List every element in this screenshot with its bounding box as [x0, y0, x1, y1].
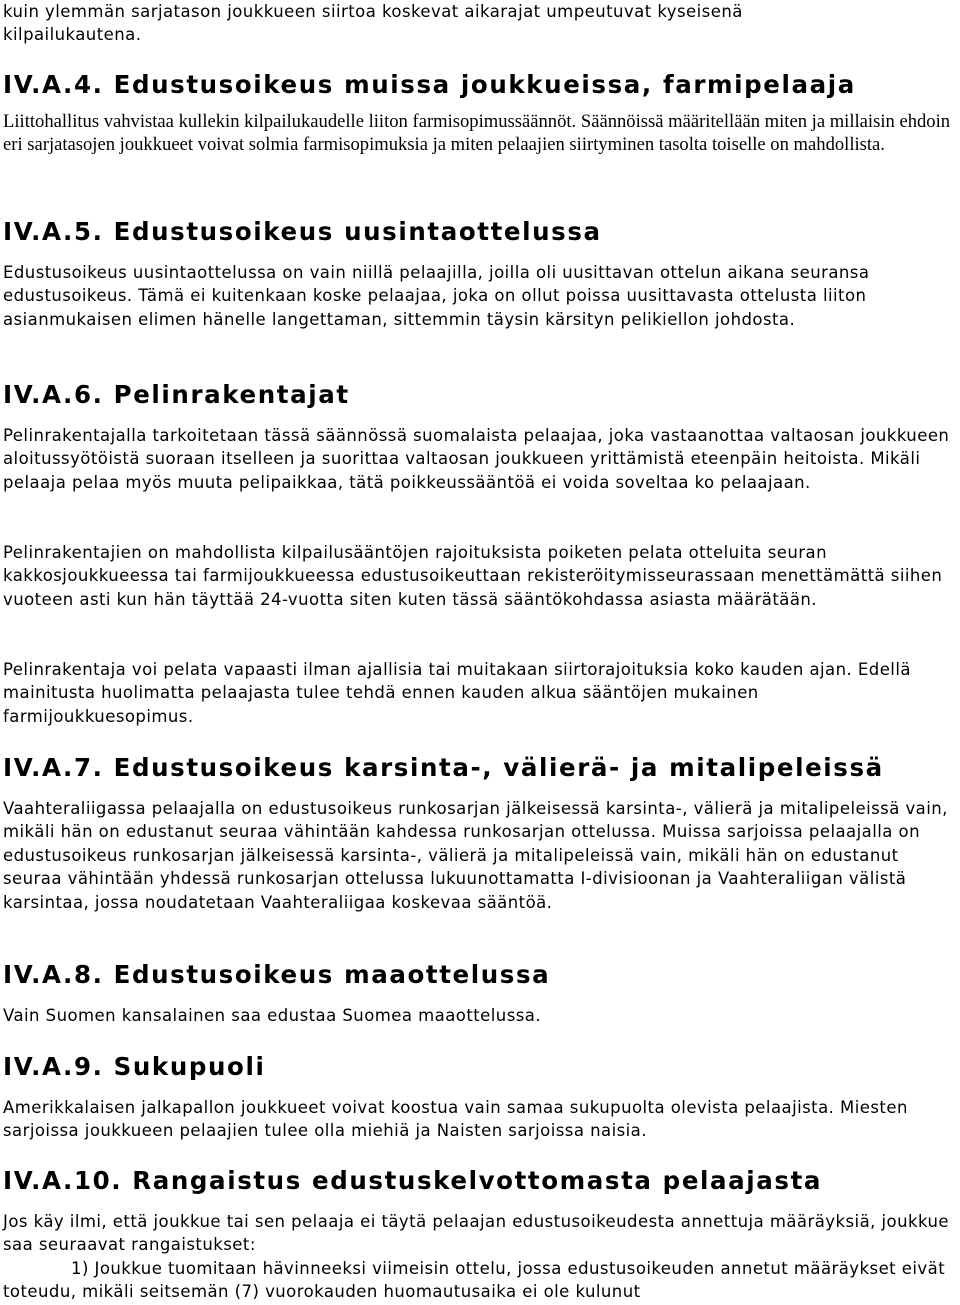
- section-iv-a-8-paragraph-1: Vain Suomen kansalainen saa edustaa Suomea maaottelussa.: [3, 1006, 542, 1025]
- section-iv-a-5-paragraph-1: Edustusoikeus uusintaottelussa on vain niillä pelaajilla, joilla oli uusittavan ottelun aikana seuransa edustusoikeus. Tämä ei kuitenkaan koske pelaajaa, joka on ollut poissa uusittavasta ottelusta liiton asianmukaisen elimen hänelle langettaman, sittemmin täysin kärsityn pelikiellon johdosta.: [3, 263, 870, 329]
- section-heading-iv-a-7: IV.A.7. Edustusoikeus karsinta-, välierä- ja mitalipeleissä: [3, 753, 884, 782]
- section-heading-iv-a-10: IV.A.10. Rangaistus edustuskelvottomasta pelaajasta: [3, 1166, 823, 1195]
- intro-text: [3, 0, 953, 47]
- section-heading-iv-a-8: IV.A.8. Edustusoikeus maaottelussa: [3, 960, 551, 989]
- section-iv-a-10-list-item-1: 1) Joukkue tuomitaan hävinneeksi viimeisin ottelu, jossa edustusoikeuden annetut määräykset eivät toteudu, mikäli seitsemän (7) vuorokauden huomautusaika ei ole kulunut: [3, 1259, 946, 1302]
- section-iv-a-7-paragraph-1: Vaahteraliigassa pelaajalla on edustusoikeus runkosarjan jälkeisessä karsinta-, välierä ja mitalipeleissä vain, mikäli hän on edustanut seuraa vähintään kahdessa runkosarjan ottelussa. Muissa sarjoissa pelaajalla on edustusoikeus runkosarjan jälkeisessä karsinta-, välierä ja mitalipeleissä vain, mikäli hän on edustanut seuraa vähintään yhdessä runkosarjan ottelussa lukuunottamatta I-divisioonan ja Vaahteraliigan välistä karsintaa, jossa noudatetaan Vaahteraliigaa koskevaa sääntöä.: [3, 799, 948, 912]
- section-heading-iv-a-5: IV.A.5. Edustusoikeus uusintaottelussa: [3, 217, 602, 246]
- section-iv-a-10-paragraph-1: Jos käy ilmi, että joukkue tai sen pelaaja ei täytä pelaajan edustusoikeudesta annettuja määräyksiä, joukkue saa seuraavat rangaistukset:: [3, 1212, 950, 1255]
- intro-line-1: kuin ylemmän sarjatason joukkueen siirtoa koskevat aikarajat umpeutuvat kyseisenä: [3, 2, 743, 21]
- section-iv-a-4-paragraph-1: Liittohallitus vahvistaa kullekin kilpailukaudelle liiton farmisopimussäännöt. Säännöissä määritellään miten ja millaisin ehdoin eri sarjatasojen joukkueet voivat solmia farmisopimuksia ja miten pelaajien siirtyminen tasolta toiselle on mahdollista.: [3, 111, 951, 156]
- section-heading-iv-a-9: IV.A.9. Sukupuoli: [3, 1052, 266, 1081]
- section-iv-a-9-paragraph-1: Amerikkalaisen jalkapallon joukkueet voivat koostua vain samaa sukupuolta olevista pelaajista. Miesten sarjoissa joukkueen pelaajien tulee olla miehiä ja Naisten sarjoissa naisia.: [3, 1098, 908, 1141]
- section-iv-a-6-paragraph-1: Pelinrakentajalla tarkoitetaan tässä säännössä suomalaista pelaajaa, joka vastaanottaa valtaosan joukkueen aloitussyötöistä suoraan itselleen ja suorittaa valtaosan joukkueen yrittämistä eteenpäin heitoista. Mikäli pelaaja pelaa myös muuta pelipaikkaa, tätä poikkeussääntöä ei voida soveltaa ko pelaajaan.: [3, 426, 950, 492]
- section-heading-iv-a-4: IV.A.4. Edustusoikeus muissa joukkueissa, farmipelaaja: [3, 70, 856, 99]
- section-heading-iv-a-6: IV.A.6. Pelinrakentajat: [3, 380, 350, 409]
- intro-line-2: kilpailukautena.: [3, 25, 142, 45]
- section-iv-a-6-paragraph-2: Pelinrakentajien on mahdollista kilpailusääntöjen rajoituksista poiketen pelata otteluita seuran kakkosjoukkueessa tai farmijoukkueessa edustusoikeuttaan rekisteröitymisseurassaan menettämättä siihen vuoteen asti kun hän täyttää 24-vuotta siten kuten tässä sääntökohdassa asiasta määrätään.: [3, 543, 943, 609]
- section-iv-a-6-paragraph-3: Pelinrakentaja voi pelata vapaasti ilman ajallisia tai muitakaan siirtorajoituksia koko kauden ajan. Edellä mainitusta huolimatta pelaajasta tulee tehdä ennen kauden alkua sääntöjen mukainen farmijoukkuesopimus.: [3, 660, 911, 726]
